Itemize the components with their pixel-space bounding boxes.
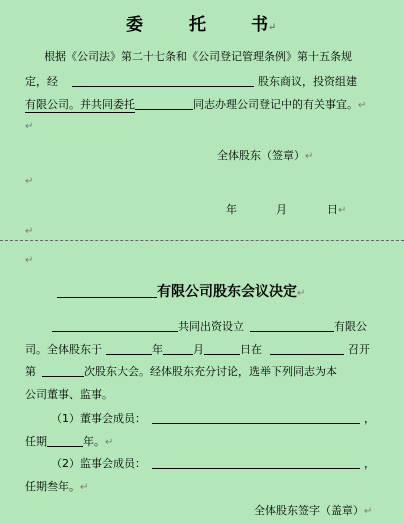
- company-name-blank[interactable]: [57, 282, 157, 298]
- doc2-text: 有限公: [334, 320, 367, 333]
- supervisors-blank[interactable]: [152, 455, 360, 469]
- doc2-text: 召开: [348, 343, 370, 356]
- doc2-text: ，: [364, 412, 375, 425]
- paragraph-mark: ↵: [25, 226, 34, 237]
- doc1-para1-line2: [25, 73, 357, 89]
- doc1-title: [126, 10, 143, 35]
- doc1-para1-line3: [25, 96, 366, 113]
- doc2-text: 日在: [240, 343, 262, 356]
- doc2-title: 有限公司股东会议决定: [157, 284, 297, 300]
- doc2-text: ，: [364, 457, 375, 470]
- meeting-place-blank[interactable]: [270, 341, 344, 355]
- doc1-para1-line1: [44, 48, 352, 64]
- doc2-term1: [25, 433, 113, 449]
- doc1-title-char-3: 书: [251, 15, 268, 35]
- director-term-blank[interactable]: [47, 433, 83, 447]
- doc2-line2: [25, 341, 370, 357]
- doc2-text: 共同出资设立: [178, 320, 244, 333]
- doc2-line4: [25, 386, 113, 402]
- doc2-text: 次股东大会。经体股东充分讨论，选举下列同志为本: [84, 365, 337, 378]
- supervisors-label: （2）监事会成员：: [51, 457, 146, 470]
- doc2-text: 公司董事、监事。: [25, 388, 113, 401]
- doc1-title-char-3-wrap: [251, 10, 276, 35]
- investors-blank[interactable]: [52, 318, 178, 332]
- directors-blank[interactable]: [152, 410, 360, 424]
- paragraph-mark: ↵: [338, 205, 347, 216]
- doc2-text: 任期: [25, 435, 47, 448]
- doc1-text: 同志办理公司登记中的有关事宜。: [193, 98, 358, 111]
- paragraph-mark: ↵: [25, 176, 34, 187]
- paragraph-mark: ↵: [364, 506, 373, 517]
- company-name-underline: [25, 96, 135, 113]
- doc1-date-month: 月: [276, 203, 287, 216]
- meeting-month-blank[interactable]: [163, 341, 193, 355]
- doc2-directors: [51, 410, 375, 426]
- paragraph-mark: ↵: [305, 151, 314, 162]
- paragraph-mark: ↵: [105, 437, 114, 448]
- agent-blank[interactable]: [135, 96, 193, 110]
- doc1-signers: [217, 147, 313, 163]
- doc1-text: 有限公司。并共同委托: [25, 98, 135, 111]
- doc1-title-char-1: 委: [126, 15, 143, 35]
- new-company-blank[interactable]: [250, 318, 334, 332]
- paragraph-mark: ↵: [80, 482, 89, 493]
- doc2-text: 年: [152, 343, 163, 356]
- doc2-term2: [25, 478, 88, 494]
- doc1-text: 全体股东（签章）: [217, 149, 305, 162]
- doc2-title-wrap: [57, 281, 305, 301]
- doc2-text: 全体股东签字（盖章）: [254, 504, 364, 517]
- paragraph-mark: ↵: [25, 255, 34, 266]
- doc2-line1: [52, 318, 367, 334]
- doc2-line3: [25, 363, 337, 379]
- doc1-date-day-wrap: [327, 201, 346, 217]
- meeting-day-blank[interactable]: [204, 341, 240, 355]
- doc2-text: 月: [193, 343, 204, 356]
- doc1-date-year: 年: [226, 203, 237, 216]
- doc2-supervisors: [51, 455, 375, 471]
- paragraph-mark: ↵: [268, 22, 277, 33]
- doc1-title-char-2: 托: [189, 15, 206, 35]
- directors-label: （1）董事会成员：: [51, 412, 146, 425]
- doc2-text: 第: [25, 365, 36, 378]
- doc1-text: 股东商议，投资组建: [258, 75, 357, 88]
- paragraph-mark: ↵: [358, 100, 367, 111]
- meeting-number-blank[interactable]: [42, 363, 84, 377]
- paragraph-mark: ↵: [25, 121, 34, 132]
- doc1-text: 根据《公司法》第二十七条和《公司登记管理条例》第十五条规: [44, 50, 352, 63]
- page-divider: [0, 240, 404, 241]
- doc1-text: 定，经: [25, 75, 58, 88]
- doc2-signature: [254, 502, 372, 518]
- doc2-text: 任期叁年。: [25, 480, 80, 493]
- doc2-text: 司。全体股东于: [25, 343, 102, 356]
- doc2-text: 年。: [83, 435, 105, 448]
- paragraph-mark: ↵: [297, 288, 306, 299]
- doc1-title-char-2-wrap: [189, 10, 206, 35]
- doc1-date-day: 日: [327, 203, 338, 216]
- shareholders-blank[interactable]: [72, 73, 254, 87]
- meeting-year-blank[interactable]: [106, 341, 152, 355]
